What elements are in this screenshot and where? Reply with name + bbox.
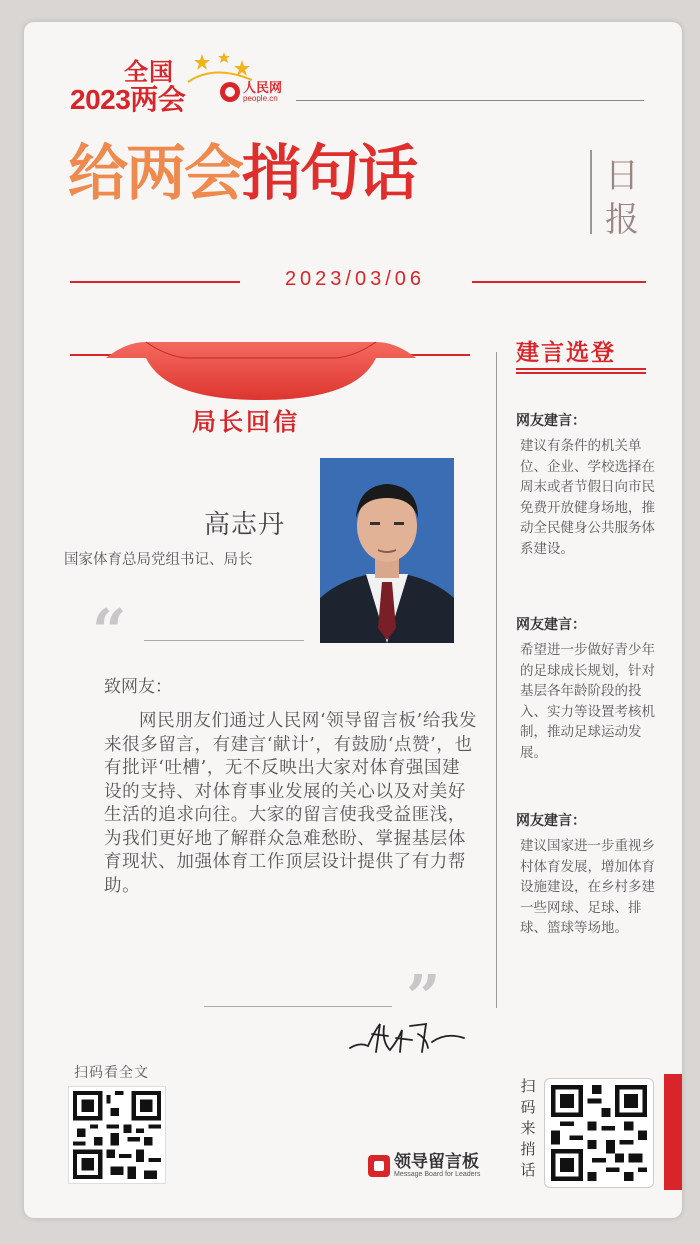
event-logo-bottom: 两会	[130, 83, 186, 116]
suggestion-label: 网友建言：	[516, 617, 586, 633]
accent-bar	[664, 1074, 682, 1190]
sidebar-title: 建言选登	[516, 340, 616, 366]
header-divider	[296, 100, 644, 101]
sidebar-title-underline	[516, 368, 646, 374]
suggestion-label: 网友建言：	[516, 413, 586, 429]
official-portrait	[320, 458, 454, 643]
event-logo	[70, 78, 185, 118]
official-name: 高志丹	[204, 510, 286, 540]
poster-card	[24, 22, 682, 1218]
title-divider	[590, 150, 592, 234]
quote-close-icon: ”	[406, 963, 441, 1033]
qr-code-icon	[551, 1085, 647, 1181]
event-logo-top: 全国	[124, 58, 174, 86]
column-divider	[496, 352, 497, 1008]
title-side: 日报	[605, 156, 639, 240]
official-role: 国家体育总局党组书记、局长	[64, 552, 253, 568]
issue-date: 2023/03/06	[284, 268, 426, 290]
date-rule-left	[70, 281, 240, 283]
qr-code-icon	[73, 1091, 161, 1179]
portrait-image	[320, 458, 454, 643]
suggestion-label: 网友建言：	[516, 813, 586, 829]
publisher-domain: people.cn	[243, 93, 278, 103]
quote-rule-top	[144, 640, 304, 641]
quote-rule-bottom	[204, 1006, 392, 1007]
page-title	[68, 139, 416, 209]
publisher-name: 人民网	[243, 80, 283, 96]
letter-greeting: 致网友：	[104, 677, 172, 697]
brand-name: 领导留言板	[394, 1152, 479, 1172]
quote-open-icon: “	[92, 597, 127, 667]
brand-subtitle: Message Board for Leaders	[394, 1171, 481, 1178]
qr-code-full-text[interactable]	[68, 1086, 166, 1184]
letter-body: 网民朋友们通过人民网‘领导留言板’给我发来很多留言，有建言‘献计’，有鼓励‘点赞’，也有批评‘吐槽’，无不反映出大家对体育强国建设的支持、对体育事业发展的关心以及对美好生活的追求向往。大家的留言使我受益匪浅，为我们更好地了解群众急难愁盼、掌握基层体育现状、加强体育工作顶层设计提供了有力帮助。	[104, 711, 478, 896]
date-rule-right	[472, 281, 646, 283]
suggestion-text: 希望进一步做好青少年的足球成长规划，针对基层各年龄阶段的投入、实力等设置考核机制，推动足球运动发展。	[520, 642, 655, 761]
scan-message-label: 扫码来捎话	[520, 1077, 536, 1179]
brand-logo	[368, 1154, 480, 1178]
section-label: 局长回信	[192, 408, 300, 436]
qr-code-message[interactable]	[544, 1078, 654, 1188]
publisher-logo	[220, 79, 282, 105]
scan-full-label: 扫码看全文	[74, 1065, 149, 1081]
handwritten-signature	[346, 1012, 470, 1058]
suggestion-text: 建议国家进一步重视乡村体育发展，增加体育设施建设，在乡村多建一些网球、足球、排球、篮球等场地。	[520, 838, 655, 936]
title-part-2: 捎句话	[242, 139, 416, 209]
people-logo-icon	[220, 82, 240, 102]
title-part-1: 给两会	[68, 139, 242, 209]
message-board-icon	[368, 1155, 390, 1177]
event-year: 2023	[70, 84, 131, 115]
ribbon-banner	[106, 334, 416, 400]
suggestion-text: 建议有条件的机关单位、企业、学校选择在周末或者节假日向市民免费开放健身场地，推动全民健身公共服务体系建设。	[520, 438, 655, 557]
